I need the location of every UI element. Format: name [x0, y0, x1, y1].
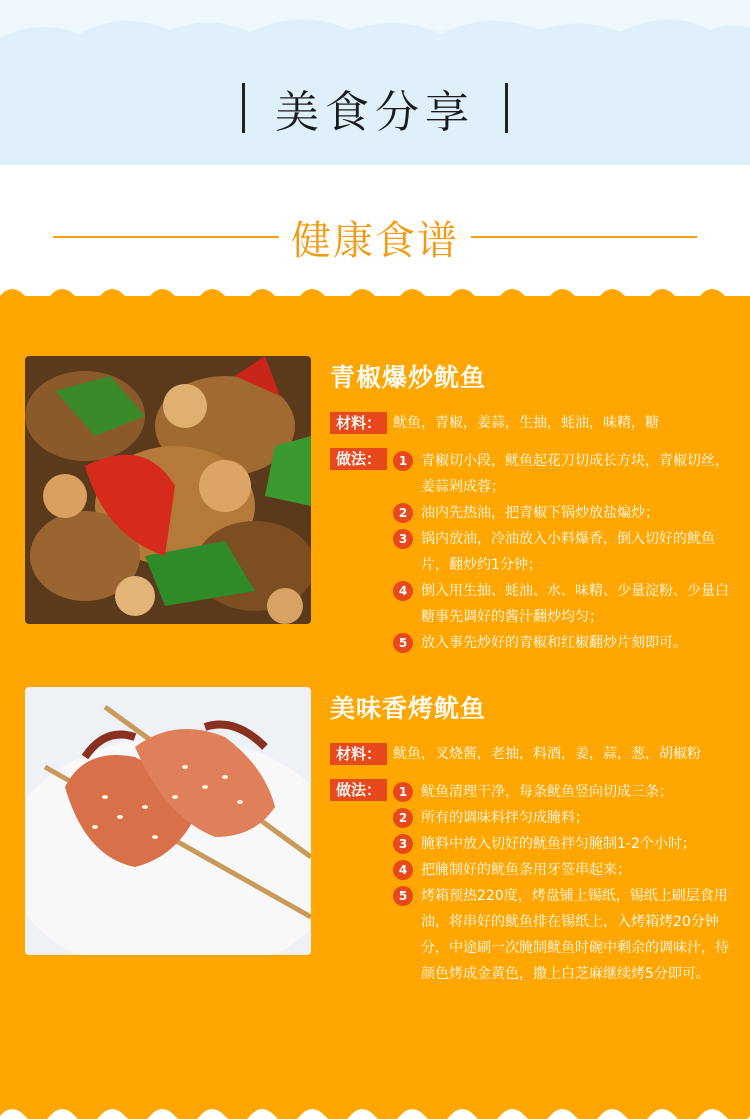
step-item — [393, 779, 730, 805]
step-number: 2 — [393, 503, 413, 523]
recipe-2-photo — [25, 687, 311, 955]
step-number: 5 — [393, 633, 413, 653]
divider-left — [53, 236, 279, 238]
step-item — [393, 883, 730, 987]
step-text: 倒入用生抽、蚝油、水、味精、少量淀粉、少量白糖事先调好的酱汁翻炒均匀； — [421, 583, 730, 625]
recipe-1-title: 青椒爆炒鱿鱼 — [330, 363, 487, 392]
step-text: 油内先热油，把青椒下锅炒放盐煸炒； — [421, 505, 660, 521]
step-text: 鱿鱼清理干净，每条鱿鱼竖向切成三条； — [421, 784, 674, 800]
step-item — [393, 578, 730, 630]
title-bar-right — [505, 83, 508, 133]
cloud-wave-decoration — [0, 0, 750, 60]
step-item — [393, 526, 730, 578]
step-item — [393, 831, 730, 857]
recipe-2 — [330, 689, 730, 987]
step-number: 4 — [393, 860, 413, 880]
step-number: 3 — [393, 834, 413, 854]
step-text: 放入事先炒好的青椒和红椒翻炒片刻即可。 — [421, 635, 688, 651]
step-text: 所有的调味料拌匀成腌料； — [421, 810, 590, 826]
recipe-2-title: 美味香烤鱿鱼 — [330, 694, 487, 723]
step-item — [393, 448, 730, 500]
wave-bottom-decoration — [0, 1102, 750, 1119]
recipe-2-steps — [393, 779, 730, 987]
step-number: 3 — [393, 529, 413, 549]
recipe-panel — [0, 296, 750, 1119]
recipe-1-materials-row — [330, 412, 730, 434]
step-item — [393, 630, 730, 656]
step-number: 4 — [393, 581, 413, 601]
recipe-2-method-row — [330, 779, 730, 987]
section-header — [0, 210, 750, 264]
step-text: 烤箱预热220度，烤盘铺上锡纸，锡纸上刷层食用油，将串好的鱿鱼排在锡纸上，入烤箱烤20分钟分，中途刷一次腌制鱿鱼时碗中剩余的调味汁，待颜色烤成金黄色，撒上白芝麻继续烤5分即可。 — [421, 888, 730, 982]
title-bar-left — [242, 83, 245, 133]
recipe-1-photo — [25, 356, 311, 624]
step-number: 1 — [393, 782, 413, 802]
step-text: 锅内放油，冷油放入小料爆香，倒入切好的鱿鱼片，翻炒约1分钟； — [421, 531, 716, 573]
wave-top-decoration — [0, 282, 750, 312]
section-title: 健康食谱 — [291, 217, 459, 264]
page-title: 美食分享 — [275, 87, 475, 138]
recipe-2-materials: 鱿鱼，叉烧酱，老抽，料酒，姜，蒜，葱，胡椒粉 — [393, 746, 702, 762]
page-title-group — [0, 78, 750, 138]
recipe-1 — [330, 358, 730, 656]
step-number: 2 — [393, 808, 413, 828]
method-tag: 做法： — [330, 779, 387, 801]
recipe-2-materials-row — [330, 743, 730, 765]
recipe-1-steps — [393, 448, 730, 656]
recipe-1-method-row — [330, 448, 730, 656]
method-tag: 做法： — [330, 448, 387, 470]
step-item — [393, 805, 730, 831]
step-number: 1 — [393, 451, 413, 471]
step-text: 腌料中放入切好的鱿鱼拌匀腌制1-2个小时； — [421, 836, 696, 852]
step-number: 5 — [393, 886, 413, 906]
materials-tag: 材料： — [330, 412, 387, 434]
step-item — [393, 857, 730, 883]
step-text: 把腌制好的鱿鱼条用牙签串起来； — [421, 862, 632, 878]
step-item — [393, 500, 730, 526]
recipe-1-materials: 鱿鱼，青椒，姜蒜，生抽，蚝油，味精，糖 — [393, 415, 660, 431]
step-text: 青椒切小段，鱿鱼起花刀切成长方块，青椒切丝，姜蒜剁成蓉； — [421, 453, 730, 495]
divider-right — [471, 236, 697, 238]
materials-tag: 材料： — [330, 743, 387, 765]
